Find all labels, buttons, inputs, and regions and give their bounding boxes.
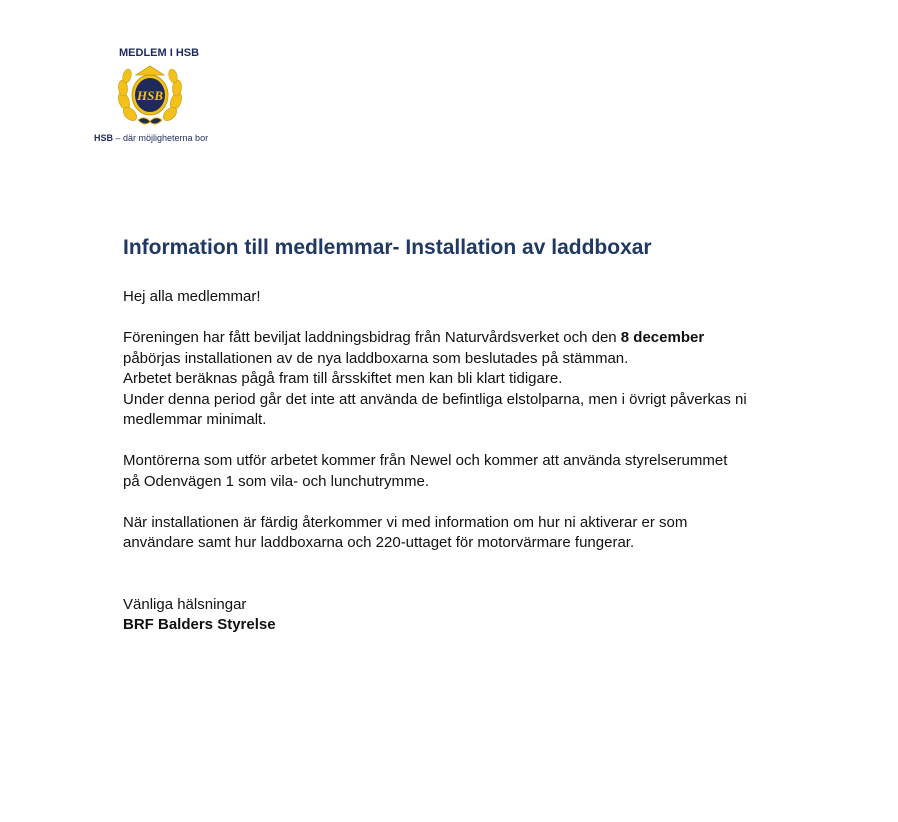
paragraph-2-line-1: Montörerna som utför arbetet kommer från Newel och kommer att använda styrelserummet: [123, 452, 728, 469]
paragraph-1-line-1: [123, 328, 803, 349]
p1-text: Föreningen har fått beviljat laddningsbidrag från Naturvårdsverket och den: [123, 329, 621, 346]
hsb-logo: [92, 47, 222, 147]
paragraph-2-line-2: på Odenvägen 1 som vila- och lunchutrymme.: [123, 472, 429, 490]
hsb-emblem-icon: [114, 61, 186, 133]
paragraph-1-line-5: medlemmar minimalt.: [123, 411, 267, 428]
logo-tagline: [94, 133, 208, 143]
emblem-text: HSB: [136, 88, 164, 103]
p1-bold-date: 8 december: [620, 329, 705, 346]
paragraph-3-line-1: När installationen är färdig återkommer vi med information om hur ni aktiverar er som: [123, 513, 688, 531]
document-title: Information till medlemmar- Installation av laddboxar: [123, 236, 652, 259]
document-body: [123, 287, 803, 636]
signature: [123, 615, 803, 636]
tagline-rest: – där möjligheterna bor: [113, 133, 209, 143]
closing: Vänliga hälsningar: [123, 595, 247, 613]
greeting: Hej alla medlemmar!: [123, 288, 261, 305]
tagline-brand: HSB: [94, 133, 114, 143]
logo-member-label: MEDLEM I HSB: [119, 47, 200, 59]
paragraph-1-line-3: Arbetet beräknas pågå fram till årsskiftet men kan bli klart tidigare.: [123, 370, 563, 387]
signature-text: BRF Balders Styrelse: [123, 616, 276, 633]
paragraph-1-line-2: påbörjas installationen av de nya laddboxarna som beslutades på stämman.: [123, 349, 629, 367]
paragraph-1-line-4: Under denna period går det inte att använda de befintliga elstolparna, men i övrigt påverkas ni: [123, 390, 747, 408]
paragraph-3-line-2: användare samt hur laddboxarna och 220-uttaget för motorvärmare fungerar.: [123, 534, 635, 551]
